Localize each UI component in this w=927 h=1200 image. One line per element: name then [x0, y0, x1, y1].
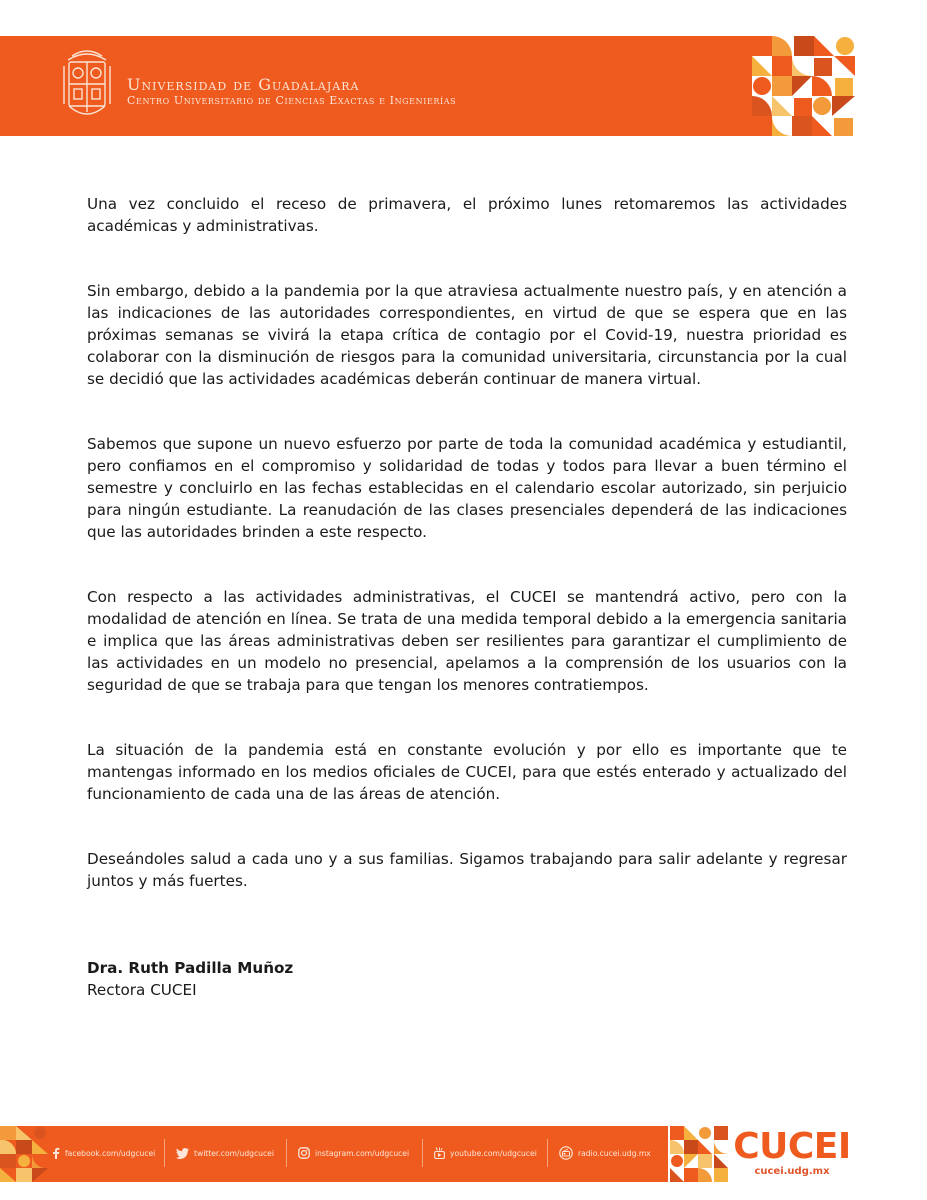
cucei-logo — [729, 1128, 855, 1178]
instagram-icon — [298, 1147, 310, 1159]
social-facebook-label: facebook.com/udgcucei — [65, 1148, 156, 1158]
footer-divider — [286, 1139, 287, 1167]
letter-paragraph: Sin embargo, debido a la pandemia por la que atraviesa actualmente nuestro país, y en atención a las indicaciones de las autoridades correspondientes, en virtud de que se espera que en las próximas semanas se vivirá la etapa crítica de contagio por el Covid-19, nuestra prioridad es colaborar con la disminución de riesgos para la comunidad universitaria, circunstancia por la cual se decidió que las actividades académicas deberán continuar de manera virtual. — [87, 282, 847, 388]
radio-icon — [559, 1146, 573, 1160]
social-instagram-label: instagram.com/udgcucei — [315, 1148, 410, 1158]
social-twitter[interactable] — [176, 1139, 274, 1167]
cucei-logo-text: CUCEI — [733, 1126, 851, 1167]
university-crest-icon — [60, 46, 114, 124]
twitter-icon — [176, 1148, 189, 1159]
social-instagram[interactable] — [298, 1139, 409, 1167]
university-name: Universidad de Guadalajara — [127, 75, 360, 94]
decorative-pattern — [752, 36, 855, 136]
social-facebook[interactable] — [52, 1139, 155, 1167]
facebook-icon — [52, 1147, 60, 1159]
social-radio-label: radio.cucei.udg.mx — [578, 1148, 651, 1158]
cucei-website[interactable]: cucei.udg.mx — [754, 1166, 830, 1177]
signature-name: Dra. Ruth Padilla Muñoz — [87, 959, 294, 977]
signature-block — [87, 957, 293, 1001]
footer-decorative-pattern — [0, 1126, 48, 1182]
letter-paragraph: Con respecto a las actividades administrativas, el CUCEI se mantendrá activo, pero con la modalidad de atención en línea. Se trata de una medida temporal debido a la emergencia sanitaria e implica que las áreas administrativas deben ser resilientes para garantizar el cumplimiento de las actividades en un modelo no presencial, apelamos a la comprensión de los usuarios con la seguridad de que se trabaja para que tengan los menores contratiempos. — [87, 588, 847, 694]
footer-divider — [164, 1139, 165, 1167]
cucei-logo-pattern — [670, 1126, 730, 1182]
letter-paragraph: Sabemos que supone un nuevo esfuerzo por parte de toda la comunidad académica y estudiantil, pero confiamos en el compromiso y solidaridad de todas y todos para llevar a buen término el semestre y concluirlo en las fechas establecidas en el calendario escolar autorizado, sin perjuicio para ningún estudiante. La reanudación de las clases presenciales dependerá de las indicaciones que las autoridades brinden a este respecto. — [87, 435, 847, 541]
letter-paragraph: La situación de la pandemia está en constante evolución y por ello es importante que te mantengas informado en los medios oficiales de CUCEI, para que estés enterado y actualizado del funcionamiento de cada una de las áreas de atención. — [87, 741, 847, 803]
university-title-block — [127, 76, 456, 108]
social-radio[interactable] — [559, 1139, 651, 1167]
letter-paragraph: Deseándoles salud a cada uno y a sus familias. Sigamos trabajando para salir adelante y regresar juntos y más fuertes. — [87, 850, 847, 890]
letter-paragraph: Una vez concluido el receso de primavera, el próximo lunes retomaremos las actividades académicas y administrativas. — [87, 195, 847, 235]
footer-divider — [422, 1139, 423, 1167]
social-youtube-label: youtube.com/udgcucei — [450, 1148, 537, 1158]
social-youtube[interactable] — [434, 1139, 537, 1167]
center-name: Centro Universitario de Ciencias Exactas e Ingenierías — [127, 94, 457, 107]
social-twitter-label: twitter.com/udgcucei — [194, 1148, 274, 1158]
youtube-icon — [434, 1147, 445, 1159]
letterhead-banner — [0, 36, 855, 136]
letter-body — [87, 193, 847, 935]
signature-title: Rectora CUCEI — [87, 981, 197, 999]
footer-divider — [547, 1139, 548, 1167]
